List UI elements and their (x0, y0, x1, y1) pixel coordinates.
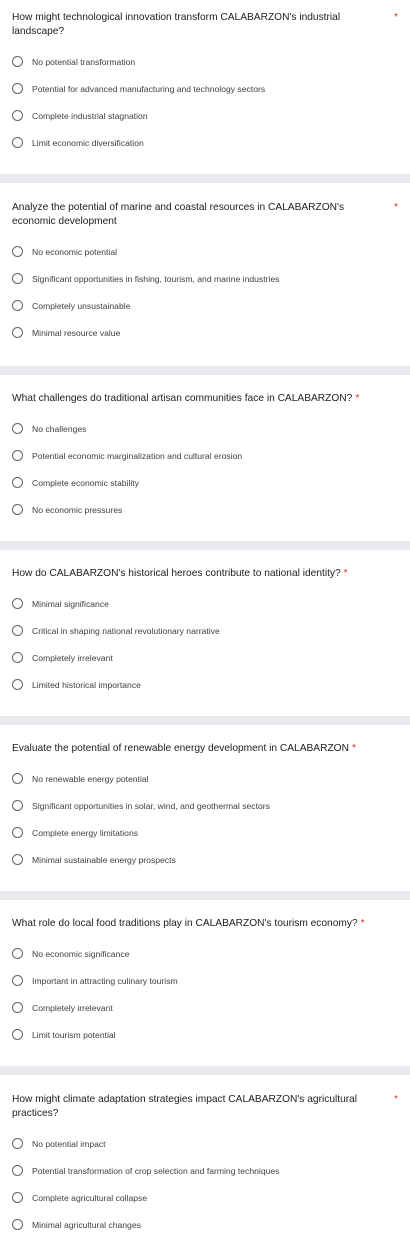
option-label: No renewable energy potential (32, 773, 149, 784)
radio-button[interactable] (12, 827, 23, 838)
question-title-text: What role do local food traditions play in CALABARZON's tourism economy? (12, 918, 358, 929)
radio-group (12, 1130, 398, 1238)
option-label: Limited historical importance (32, 679, 141, 690)
radio-button[interactable] (12, 975, 23, 986)
option-label: Completely irrelevant (32, 1002, 113, 1013)
radio-button[interactable] (12, 504, 23, 515)
radio-option[interactable] (12, 415, 398, 442)
question-card-1 (0, 0, 410, 174)
question-title (12, 11, 398, 39)
radio-button[interactable] (12, 679, 23, 690)
radio-button[interactable] (12, 56, 23, 67)
radio-button[interactable] (12, 1138, 23, 1149)
option-label: Limit economic diversification (32, 137, 144, 148)
radio-group (12, 48, 398, 156)
question-title-text: How might climate adaptation strategies impact CALABARZON's agricultural practices? (12, 1094, 358, 1119)
radio-group (12, 415, 398, 523)
option-label: Completely irrelevant (32, 652, 113, 663)
radio-button[interactable] (12, 948, 23, 959)
option-label: Complete economic stability (32, 477, 139, 488)
radio-option[interactable] (12, 129, 398, 156)
option-label: Significant opportunities in fishing, tourism, and marine industries (32, 273, 280, 284)
radio-button[interactable] (12, 83, 23, 94)
radio-option[interactable] (12, 644, 398, 671)
question-title (12, 392, 398, 406)
question-separator (0, 174, 410, 183)
question-card-4 (0, 550, 410, 716)
option-label: No potential impact (32, 1138, 106, 1149)
required-asterisk: * (355, 393, 360, 404)
required-asterisk: * (394, 12, 398, 23)
radio-option[interactable] (12, 469, 398, 496)
option-label: Minimal resource value (32, 327, 121, 338)
radio-option[interactable] (12, 617, 398, 644)
radio-button[interactable] (12, 652, 23, 663)
radio-button[interactable] (12, 477, 23, 488)
option-label: Critical in shaping national revolutionary narrative (32, 625, 220, 636)
radio-button[interactable] (12, 800, 23, 811)
radio-option[interactable] (12, 765, 398, 792)
radio-option[interactable] (12, 1021, 398, 1048)
radio-option[interactable] (12, 1211, 398, 1238)
radio-button[interactable] (12, 773, 23, 784)
radio-button[interactable] (12, 300, 23, 311)
radio-option[interactable] (12, 102, 398, 129)
option-label: Completely unsustainable (32, 300, 131, 311)
question-title-text: What challenges do traditional artisan communities face in CALABARZON? (12, 393, 353, 404)
option-label: Potential economic marginalization and cultural erosion (32, 450, 243, 461)
radio-button[interactable] (12, 273, 23, 284)
radio-button[interactable] (12, 1219, 23, 1230)
option-label: Minimal agricultural changes (32, 1219, 141, 1230)
question-title (12, 567, 398, 581)
radio-button[interactable] (12, 598, 23, 609)
option-label: No challenges (32, 423, 87, 434)
radio-option[interactable] (12, 819, 398, 846)
option-label: Potential transformation of crop selection and farming techniques (32, 1165, 280, 1176)
question-title-text: Evaluate the potential of renewable energy development in CALABARZON (12, 743, 349, 754)
radio-option[interactable] (12, 1157, 398, 1184)
radio-option[interactable] (12, 792, 398, 819)
option-label: No potential transformation (32, 56, 136, 67)
option-label: No economic significance (32, 948, 130, 959)
radio-option[interactable] (12, 496, 398, 523)
radio-button[interactable] (12, 450, 23, 461)
question-title-text: How do CALABARZON's historical heroes contribute to national identity? (12, 568, 341, 579)
radio-button[interactable] (12, 1192, 23, 1203)
radio-option[interactable] (12, 994, 398, 1021)
option-label: No economic potential (32, 246, 118, 257)
required-asterisk: * (394, 1094, 398, 1105)
radio-button[interactable] (12, 625, 23, 636)
required-asterisk: * (360, 918, 365, 929)
question-card-5 (0, 725, 410, 891)
question-card-7 (0, 1075, 410, 1251)
radio-option[interactable] (12, 967, 398, 994)
radio-button[interactable] (12, 246, 23, 257)
radio-option[interactable] (12, 75, 398, 102)
option-label: Complete agricultural collapse (32, 1192, 148, 1203)
radio-button[interactable] (12, 1002, 23, 1013)
question-title-text: Analyze the potential of marine and coastal resources in CALABARZON's economic development (12, 202, 345, 227)
radio-group (12, 238, 398, 346)
radio-option[interactable] (12, 1184, 398, 1211)
question-separator (0, 366, 410, 375)
radio-option[interactable] (12, 590, 398, 617)
question-card-6 (0, 900, 410, 1066)
radio-option[interactable] (12, 671, 398, 698)
question-title-text: How might technological innovation transform CALABARZON's industrial landscape? (12, 12, 341, 37)
radio-option[interactable] (12, 238, 398, 265)
radio-option[interactable] (12, 265, 398, 292)
radio-button[interactable] (12, 1165, 23, 1176)
radio-button[interactable] (12, 137, 23, 148)
radio-button[interactable] (12, 327, 23, 338)
radio-button[interactable] (12, 110, 23, 121)
question-separator (0, 716, 410, 725)
question-title (12, 1093, 398, 1121)
radio-option[interactable] (12, 48, 398, 75)
radio-option[interactable] (12, 940, 398, 967)
question-separator (0, 541, 410, 550)
required-asterisk: * (351, 743, 356, 754)
radio-option[interactable] (12, 1130, 398, 1157)
option-label: Significant opportunities in solar, wind, and geothermal sectors (32, 800, 270, 811)
question-separator (0, 1066, 410, 1075)
option-label: Complete industrial stagnation (32, 110, 148, 121)
radio-option[interactable] (12, 292, 398, 319)
option-label: Limit tourism potential (32, 1029, 116, 1040)
question-title (12, 917, 398, 931)
question-card-3 (0, 375, 410, 541)
option-label: Potential for advanced manufacturing and technology sectors (32, 83, 266, 94)
required-asterisk: * (343, 568, 348, 579)
question-title (12, 201, 398, 229)
radio-group (12, 765, 398, 873)
radio-button[interactable] (12, 423, 23, 434)
radio-group (12, 940, 398, 1048)
required-asterisk: * (394, 202, 398, 213)
radio-option[interactable] (12, 442, 398, 469)
option-label: Important in attracting culinary tourism (32, 975, 178, 986)
question-separator (0, 891, 410, 900)
radio-option[interactable] (12, 846, 398, 873)
option-label: Complete energy limitations (32, 827, 139, 838)
radio-button[interactable] (12, 1029, 23, 1040)
question-title (12, 742, 398, 756)
radio-group (12, 590, 398, 698)
radio-option[interactable] (12, 319, 398, 346)
option-label: No economic pressures (32, 504, 123, 515)
question-card-2 (0, 183, 410, 366)
option-label: Minimal sustainable energy prospects (32, 854, 176, 865)
option-label: Minimal significance (32, 598, 109, 609)
radio-button[interactable] (12, 854, 23, 865)
